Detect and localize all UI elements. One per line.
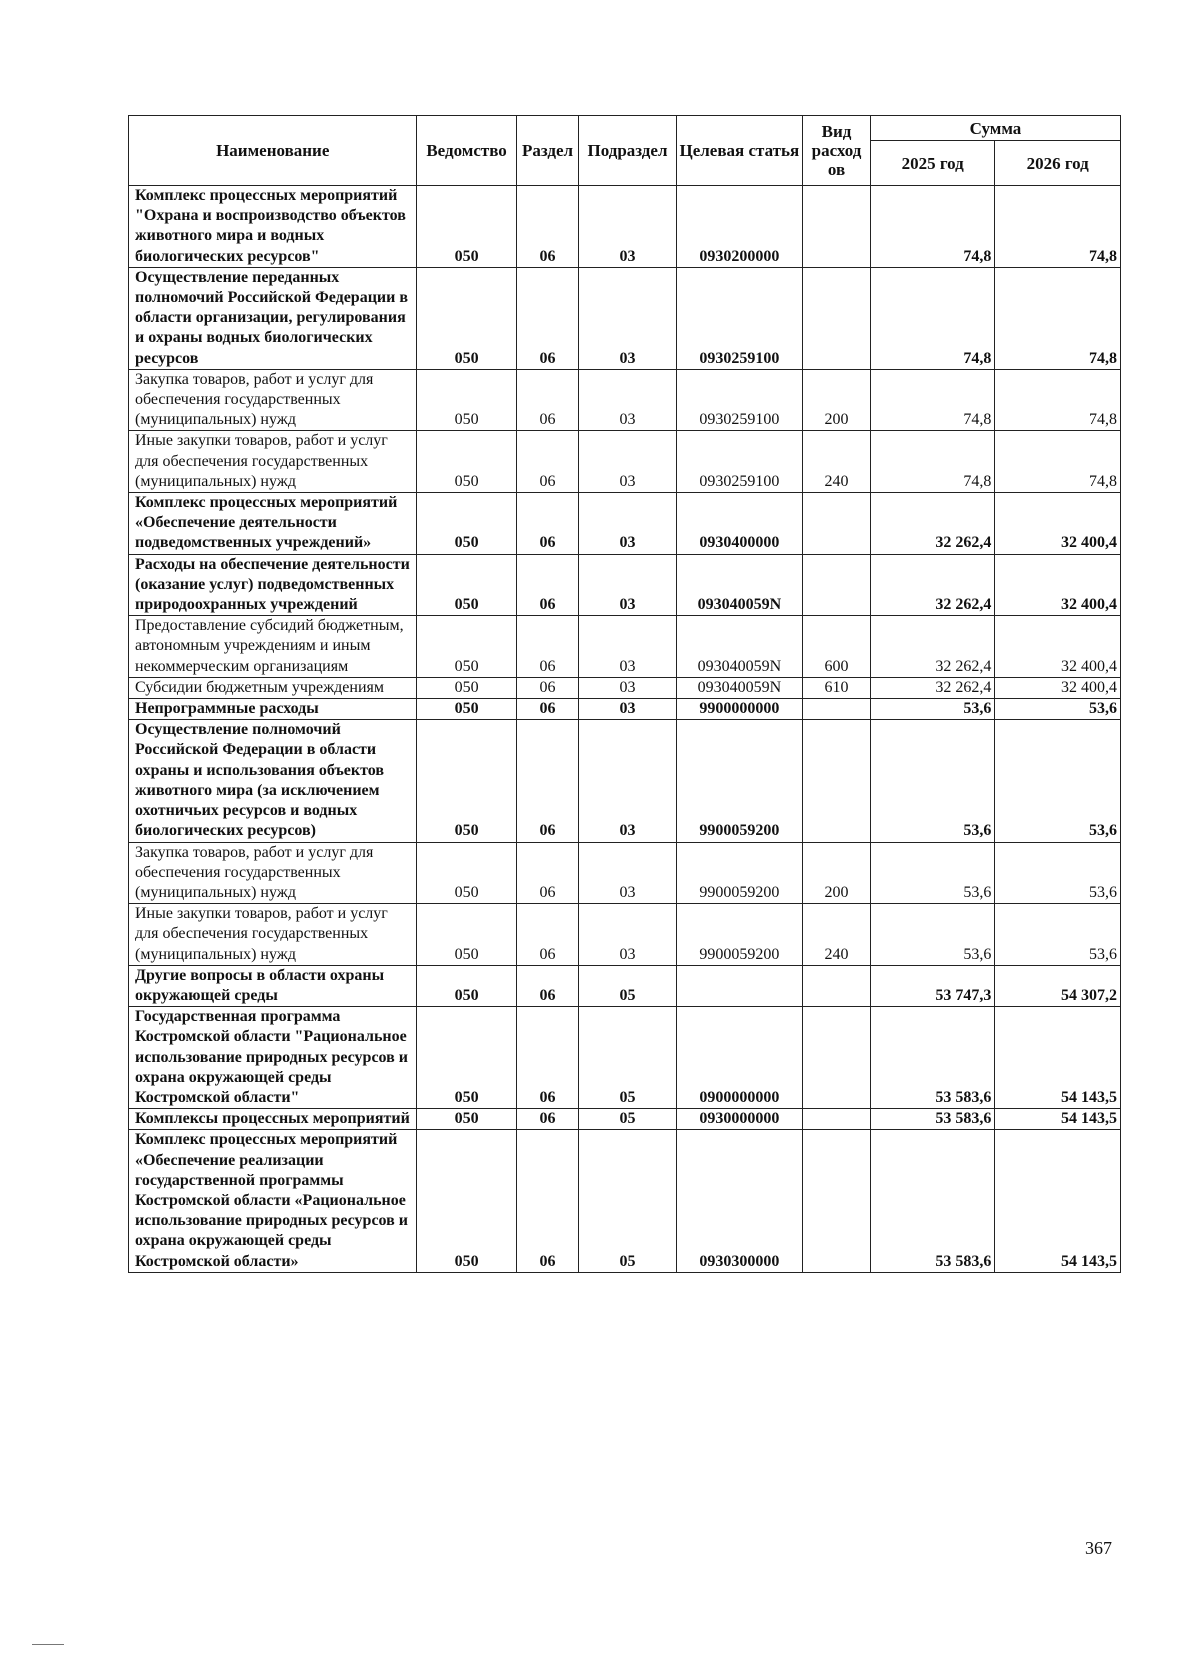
cell-amount-2025: 74,8 bbox=[870, 186, 995, 268]
cell-subsection: 03 bbox=[579, 186, 676, 268]
cell-target-item: 093040059N bbox=[676, 554, 803, 616]
cell-target-item: 0930400000 bbox=[676, 493, 803, 555]
table-row bbox=[129, 616, 1121, 678]
table-row bbox=[129, 842, 1121, 904]
cell-amount-2026: 54 143,5 bbox=[995, 1130, 1121, 1272]
cell-amount-2026: 32 400,4 bbox=[995, 493, 1121, 555]
cell-amount-2025: 32 262,4 bbox=[870, 677, 995, 698]
cell-expense-type: 200 bbox=[803, 842, 871, 904]
cell-department: 050 bbox=[417, 186, 516, 268]
cell-target-item: 9900059200 bbox=[676, 842, 803, 904]
cell-amount-2026: 53,6 bbox=[995, 842, 1121, 904]
cell-subsection: 05 bbox=[579, 1109, 676, 1130]
cell-amount-2026: 54 143,5 bbox=[995, 1109, 1121, 1130]
cell-expense-type bbox=[803, 699, 871, 720]
cell-amount-2025: 53 747,3 bbox=[870, 965, 995, 1006]
cell-section: 06 bbox=[516, 186, 579, 268]
cell-subsection: 03 bbox=[579, 493, 676, 555]
cell-amount-2026: 32 400,4 bbox=[995, 616, 1121, 678]
cell-expense-type bbox=[803, 493, 871, 555]
cell-amount-2025: 74,8 bbox=[870, 431, 995, 493]
cell-expense-type bbox=[803, 1130, 871, 1272]
cell-name: Закупка товаров, работ и услуг для обеспечения государственных (муниципальных) нужд bbox=[129, 369, 417, 431]
cell-section: 06 bbox=[516, 1109, 579, 1130]
cell-department: 050 bbox=[417, 1109, 516, 1130]
cell-target-item: 9900000000 bbox=[676, 699, 803, 720]
cell-department: 050 bbox=[417, 1130, 516, 1272]
cell-amount-2026: 32 400,4 bbox=[995, 677, 1121, 698]
cell-department: 050 bbox=[417, 842, 516, 904]
cell-expense-type: 600 bbox=[803, 616, 871, 678]
cell-expense-type: 240 bbox=[803, 904, 871, 966]
header-name: Наименование bbox=[129, 116, 417, 186]
cell-subsection: 03 bbox=[579, 904, 676, 966]
table-row bbox=[129, 493, 1121, 555]
scan-edge-mark bbox=[32, 1644, 64, 1645]
cell-expense-type: 610 bbox=[803, 677, 871, 698]
cell-department: 050 bbox=[417, 493, 516, 555]
cell-subsection: 03 bbox=[579, 699, 676, 720]
header-subsection: Подраздел bbox=[579, 116, 676, 186]
cell-name: Комплекс процессных мероприятий «Обеспечение реализации государственной программы Костромской области «Рациональное использование природных ресурсов и охрана окружающей среды Костромской области» bbox=[129, 1130, 417, 1272]
page-number: 367 bbox=[1085, 1538, 1112, 1558]
table-row bbox=[129, 186, 1121, 268]
cell-section: 06 bbox=[516, 431, 579, 493]
cell-amount-2025: 32 262,4 bbox=[870, 493, 995, 555]
cell-name: Государственная программа Костромской области "Рациональное использование природных ресурсов и охрана окружающей среды Костромской области" bbox=[129, 1007, 417, 1109]
cell-amount-2025: 53 583,6 bbox=[870, 1130, 995, 1272]
cell-section: 06 bbox=[516, 699, 579, 720]
cell-section: 06 bbox=[516, 493, 579, 555]
cell-amount-2026: 32 400,4 bbox=[995, 554, 1121, 616]
table-row bbox=[129, 267, 1121, 369]
cell-department: 050 bbox=[417, 904, 516, 966]
cell-subsection: 03 bbox=[579, 677, 676, 698]
cell-section: 06 bbox=[516, 369, 579, 431]
cell-amount-2026: 53,6 bbox=[995, 720, 1121, 842]
cell-target-item: 0930300000 bbox=[676, 1130, 803, 1272]
cell-department: 050 bbox=[417, 720, 516, 842]
cell-name: Другие вопросы в области охраны окружающей среды bbox=[129, 965, 417, 1006]
header-section: Раздел bbox=[516, 116, 579, 186]
header-department: Ведомство bbox=[417, 116, 516, 186]
cell-expense-type: 240 bbox=[803, 431, 871, 493]
cell-amount-2026: 53,6 bbox=[995, 699, 1121, 720]
cell-department: 050 bbox=[417, 699, 516, 720]
cell-subsection: 03 bbox=[579, 720, 676, 842]
cell-section: 06 bbox=[516, 616, 579, 678]
table-row bbox=[129, 554, 1121, 616]
cell-amount-2026: 74,8 bbox=[995, 431, 1121, 493]
table-row bbox=[129, 699, 1121, 720]
table-row bbox=[129, 431, 1121, 493]
cell-section: 06 bbox=[516, 842, 579, 904]
cell-target-item: 0930200000 bbox=[676, 186, 803, 268]
cell-amount-2025: 32 262,4 bbox=[870, 554, 995, 616]
cell-name: Закупка товаров, работ и услуг для обеспечения государственных (муниципальных) нужд bbox=[129, 842, 417, 904]
cell-amount-2026: 54 307,2 bbox=[995, 965, 1121, 1006]
cell-subsection: 05 bbox=[579, 965, 676, 1006]
cell-amount-2026: 54 143,5 bbox=[995, 1007, 1121, 1109]
cell-expense-type bbox=[803, 554, 871, 616]
cell-name: Осуществление полномочий Российской Федерации в области охраны и использования объектов животного мира (за исключением охотничьих ресурсов и водных биологических ресурсов) bbox=[129, 720, 417, 842]
table-row bbox=[129, 1109, 1121, 1130]
cell-target-item: 0900000000 bbox=[676, 1007, 803, 1109]
cell-target-item: 0930259100 bbox=[676, 431, 803, 493]
cell-amount-2025: 53,6 bbox=[870, 904, 995, 966]
cell-subsection: 03 bbox=[579, 616, 676, 678]
cell-name: Осуществление переданных полномочий Российской Федерации в области организации, регулирования и охраны водных биологических ресурсов bbox=[129, 267, 417, 369]
cell-department: 050 bbox=[417, 677, 516, 698]
cell-subsection: 03 bbox=[579, 842, 676, 904]
cell-name: Иные закупки товаров, работ и услуг для обеспечения государственных (муниципальных) нужд bbox=[129, 904, 417, 966]
cell-amount-2025: 53,6 bbox=[870, 699, 995, 720]
cell-target-item: 093040059N bbox=[676, 616, 803, 678]
cell-subsection: 03 bbox=[579, 431, 676, 493]
cell-section: 06 bbox=[516, 720, 579, 842]
cell-target-item bbox=[676, 965, 803, 1006]
cell-expense-type bbox=[803, 1109, 871, 1130]
cell-subsection: 05 bbox=[579, 1007, 676, 1109]
cell-department: 050 bbox=[417, 267, 516, 369]
header-sum: Сумма bbox=[870, 116, 1120, 141]
cell-name: Комплекс процессных мероприятий "Охрана и воспроизводство объектов животного мира и водных биологических ресурсов" bbox=[129, 186, 417, 268]
cell-name: Субсидии бюджетным учреждениям bbox=[129, 677, 417, 698]
cell-name: Расходы на обеспечение деятельности (оказание услуг) подведомственных природоохранных учреждений bbox=[129, 554, 417, 616]
header-target-item: Целевая статья bbox=[676, 116, 803, 186]
cell-target-item: 9900059200 bbox=[676, 904, 803, 966]
cell-department: 050 bbox=[417, 431, 516, 493]
table-body bbox=[129, 186, 1121, 1273]
table-row bbox=[129, 720, 1121, 842]
cell-subsection: 03 bbox=[579, 554, 676, 616]
cell-expense-type bbox=[803, 267, 871, 369]
cell-subsection: 03 bbox=[579, 369, 676, 431]
table-row bbox=[129, 1130, 1121, 1272]
cell-amount-2026: 53,6 bbox=[995, 904, 1121, 966]
cell-target-item: 0930259100 bbox=[676, 369, 803, 431]
cell-expense-type bbox=[803, 720, 871, 842]
cell-name: Комплекс процессных мероприятий «Обеспечение деятельности подведомственных учреждений» bbox=[129, 493, 417, 555]
header-year-2026: 2026 год bbox=[995, 141, 1121, 186]
cell-target-item: 0930259100 bbox=[676, 267, 803, 369]
cell-section: 06 bbox=[516, 267, 579, 369]
table-row bbox=[129, 369, 1121, 431]
header-expense-type: Вид расход ов bbox=[803, 116, 871, 186]
cell-amount-2025: 53,6 bbox=[870, 720, 995, 842]
cell-expense-type bbox=[803, 965, 871, 1006]
cell-name: Предоставление субсидий бюджетным, автономным учреждениям и иным некоммерческим организациям bbox=[129, 616, 417, 678]
cell-department: 050 bbox=[417, 616, 516, 678]
cell-section: 06 bbox=[516, 904, 579, 966]
header-year-2025: 2025 год bbox=[870, 141, 995, 186]
cell-expense-type: 200 bbox=[803, 369, 871, 431]
cell-section: 06 bbox=[516, 965, 579, 1006]
cell-amount-2025: 74,8 bbox=[870, 369, 995, 431]
cell-name: Комплексы процессных мероприятий bbox=[129, 1109, 417, 1130]
budget-table bbox=[128, 115, 1121, 1273]
cell-section: 06 bbox=[516, 554, 579, 616]
table-row bbox=[129, 677, 1121, 698]
cell-target-item: 9900059200 bbox=[676, 720, 803, 842]
cell-expense-type bbox=[803, 1007, 871, 1109]
cell-name: Непрограммные расходы bbox=[129, 699, 417, 720]
cell-expense-type bbox=[803, 186, 871, 268]
cell-amount-2025: 32 262,4 bbox=[870, 616, 995, 678]
cell-target-item: 093040059N bbox=[676, 677, 803, 698]
cell-section: 06 bbox=[516, 1007, 579, 1109]
cell-department: 050 bbox=[417, 1007, 516, 1109]
cell-amount-2025: 53,6 bbox=[870, 842, 995, 904]
cell-amount-2025: 74,8 bbox=[870, 267, 995, 369]
cell-department: 050 bbox=[417, 965, 516, 1006]
cell-amount-2025: 53 583,6 bbox=[870, 1007, 995, 1109]
cell-department: 050 bbox=[417, 369, 516, 431]
table-row bbox=[129, 904, 1121, 966]
cell-subsection: 03 bbox=[579, 267, 676, 369]
cell-name: Иные закупки товаров, работ и услуг для обеспечения государственных (муниципальных) нужд bbox=[129, 431, 417, 493]
cell-department: 050 bbox=[417, 554, 516, 616]
cell-section: 06 bbox=[516, 1130, 579, 1272]
cell-amount-2025: 53 583,6 bbox=[870, 1109, 995, 1130]
cell-amount-2026: 74,8 bbox=[995, 369, 1121, 431]
cell-amount-2026: 74,8 bbox=[995, 267, 1121, 369]
cell-subsection: 05 bbox=[579, 1130, 676, 1272]
cell-target-item: 0930000000 bbox=[676, 1109, 803, 1130]
table-row bbox=[129, 965, 1121, 1006]
cell-section: 06 bbox=[516, 677, 579, 698]
table-row bbox=[129, 1007, 1121, 1109]
cell-amount-2026: 74,8 bbox=[995, 186, 1121, 268]
